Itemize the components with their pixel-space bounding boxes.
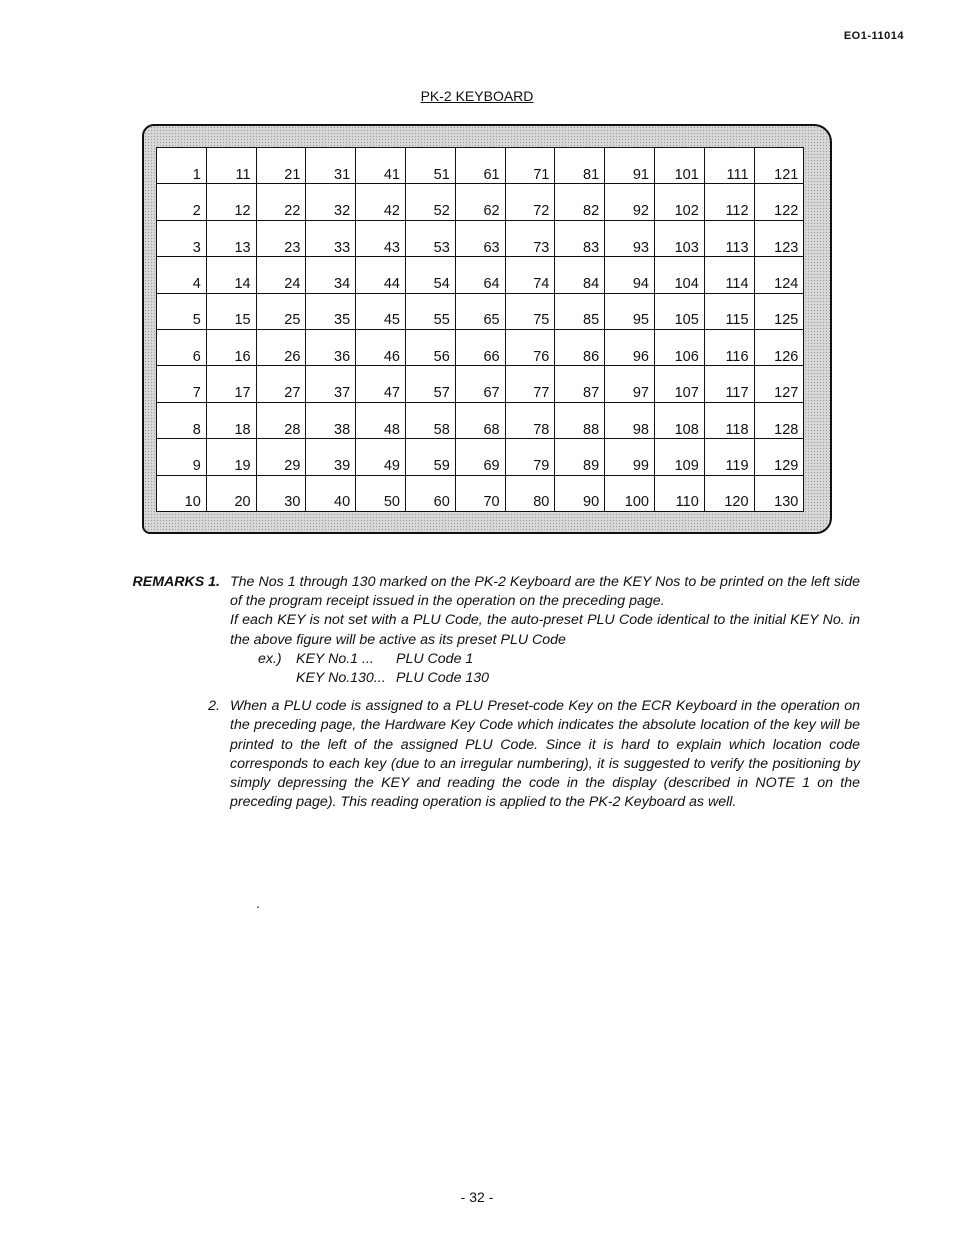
key-cell: 127 [754, 366, 804, 402]
example-2-key: KEY No.130... [296, 670, 386, 687]
key-cell: 120 [704, 475, 754, 511]
key-cell: 35 [306, 293, 356, 329]
key-cell: 124 [754, 257, 804, 293]
key-cell: 47 [356, 366, 406, 402]
key-cell: 119 [704, 439, 754, 475]
key-cell: 5 [157, 293, 207, 329]
key-cell: 57 [405, 366, 455, 402]
key-cell: 64 [455, 257, 505, 293]
key-cell: 122 [754, 184, 804, 220]
key-cell: 58 [405, 402, 455, 438]
key-cell: 9 [157, 439, 207, 475]
key-cell: 123 [754, 220, 804, 256]
remark-2 [120, 697, 860, 812]
key-cell: 112 [704, 184, 754, 220]
remark-1 [120, 573, 860, 688]
key-cell: 25 [256, 293, 306, 329]
key-cell: 74 [505, 257, 555, 293]
key-cell: 88 [555, 402, 605, 438]
key-cell: 51 [405, 148, 455, 184]
key-cell: 66 [455, 329, 505, 365]
key-cell: 8 [157, 402, 207, 438]
key-cell: 43 [356, 220, 406, 256]
remark-2-label: 2. [208, 698, 220, 715]
key-cell: 86 [555, 329, 605, 365]
key-cell: 101 [654, 148, 704, 184]
example-label: ex.) [258, 650, 282, 667]
key-cell: 110 [654, 475, 704, 511]
keyboard-row [157, 257, 804, 293]
key-cell: 12 [206, 184, 256, 220]
key-cell: 41 [356, 148, 406, 184]
key-cell: 61 [455, 148, 505, 184]
example-1-plu: PLU Code 1 [396, 650, 474, 667]
key-cell: 31 [306, 148, 356, 184]
key-cell: 26 [256, 329, 306, 365]
key-cell: 80 [505, 475, 555, 511]
key-cell: 15 [206, 293, 256, 329]
key-cell: 65 [455, 293, 505, 329]
key-cell: 19 [206, 439, 256, 475]
key-cell: 56 [405, 329, 455, 365]
keyboard-title: PK-2 KEYBOARD [420, 88, 534, 104]
stray-dot: . [256, 895, 260, 911]
key-cell: 55 [405, 293, 455, 329]
remark-1-paragraph-2: If each KEY is not set with a PLU Code, the auto-preset PLU Code identical to the initial KEY No. in the above figure will be active as its preset PLU Code [230, 612, 860, 648]
key-cell: 54 [405, 257, 455, 293]
key-cell: 106 [654, 329, 704, 365]
key-cell: 113 [704, 220, 754, 256]
key-cell: 87 [555, 366, 605, 402]
key-cell: 36 [306, 329, 356, 365]
key-cell: 100 [605, 475, 655, 511]
key-cell: 37 [306, 366, 356, 402]
key-cell: 111 [704, 148, 754, 184]
key-cell: 39 [306, 439, 356, 475]
example-2-plu: PLU Code 130 [396, 670, 490, 687]
key-cell: 116 [704, 329, 754, 365]
key-cell: 10 [157, 475, 207, 511]
key-cell: 40 [306, 475, 356, 511]
key-cell: 44 [356, 257, 406, 293]
key-cell: 102 [654, 184, 704, 220]
keyboard-row [157, 439, 804, 475]
key-cell: 126 [754, 329, 804, 365]
key-cell: 63 [455, 220, 505, 256]
key-cell: 114 [704, 257, 754, 293]
key-cell: 70 [455, 475, 505, 511]
keyboard-row [157, 402, 804, 438]
key-cell: 67 [455, 366, 505, 402]
key-cell: 18 [206, 402, 256, 438]
key-cell: 104 [654, 257, 704, 293]
key-cell: 103 [654, 220, 704, 256]
key-cell: 42 [356, 184, 406, 220]
key-cell: 20 [206, 475, 256, 511]
key-cell: 99 [605, 439, 655, 475]
key-cell: 16 [206, 329, 256, 365]
key-cell: 79 [505, 439, 555, 475]
key-cell: 75 [505, 293, 555, 329]
key-cell: 107 [654, 366, 704, 402]
key-cell: 98 [605, 402, 655, 438]
key-cell: 94 [605, 257, 655, 293]
key-cell: 93 [605, 220, 655, 256]
key-cell: 49 [356, 439, 406, 475]
key-cell: 130 [754, 475, 804, 511]
key-cell: 27 [256, 366, 306, 402]
remarks-section [120, 573, 860, 812]
key-cell: 4 [157, 257, 207, 293]
page-number: - 32 - [460, 1189, 494, 1205]
example-block [258, 650, 860, 688]
key-cell: 105 [654, 293, 704, 329]
key-cell: 128 [754, 402, 804, 438]
key-cell: 125 [754, 293, 804, 329]
key-cell: 3 [157, 220, 207, 256]
key-cell: 33 [306, 220, 356, 256]
key-cell: 50 [356, 475, 406, 511]
keyboard-row [157, 366, 804, 402]
key-cell: 92 [605, 184, 655, 220]
remark-2-paragraph: When a PLU code is assigned to a PLU Preset-code Key on the ECR Keyboard in the operation on the preceding page, the Hardware Key Code which indicates the absolute location of the key will be printed to the left of the assigned PLU Code. Since it is hard to explain which location code corresponds to each key (due to an irregular numbering), it is suggested to verify the positioning by simply depressing the KEY and reading the code in the display (described in NOTE 1 on the preceding page). This reading operation is applied to the PK-2 Keyboard as well. [230, 698, 860, 811]
keyboard-row [157, 293, 804, 329]
key-cell: 83 [555, 220, 605, 256]
key-cell: 71 [505, 148, 555, 184]
key-cell: 96 [605, 329, 655, 365]
key-cell: 22 [256, 184, 306, 220]
key-cell: 77 [505, 366, 555, 402]
keyboard-row [157, 220, 804, 256]
key-cell: 85 [555, 293, 605, 329]
key-cell: 24 [256, 257, 306, 293]
key-cell: 89 [555, 439, 605, 475]
key-cell: 28 [256, 402, 306, 438]
key-cell: 81 [555, 148, 605, 184]
key-cell: 59 [405, 439, 455, 475]
key-cell: 13 [206, 220, 256, 256]
key-cell: 82 [555, 184, 605, 220]
key-cell: 32 [306, 184, 356, 220]
key-cell: 21 [256, 148, 306, 184]
key-cell: 34 [306, 257, 356, 293]
key-cell: 11 [206, 148, 256, 184]
key-cell: 108 [654, 402, 704, 438]
key-cell: 109 [654, 439, 704, 475]
key-cell: 115 [704, 293, 754, 329]
key-cell: 30 [256, 475, 306, 511]
key-cell: 7 [157, 366, 207, 402]
key-cell: 68 [455, 402, 505, 438]
key-cell: 53 [405, 220, 455, 256]
key-cell: 6 [157, 329, 207, 365]
example-1-key: KEY No.1 ... [296, 650, 374, 667]
key-cell: 84 [555, 257, 605, 293]
key-cell: 91 [605, 148, 655, 184]
remark-1-label: REMARKS 1. [132, 574, 220, 590]
key-cell: 72 [505, 184, 555, 220]
key-cell: 45 [356, 293, 406, 329]
key-cell: 129 [754, 439, 804, 475]
key-cell: 60 [405, 475, 455, 511]
key-cell: 52 [405, 184, 455, 220]
key-cell: 17 [206, 366, 256, 402]
key-cell: 1 [157, 148, 207, 184]
key-cell: 29 [256, 439, 306, 475]
document-id: EO1-11014 [843, 30, 904, 42]
remark-1-body [230, 573, 860, 688]
remark-2-body [230, 697, 860, 812]
key-cell: 38 [306, 402, 356, 438]
remark-1-paragraph-1: The Nos 1 through 130 marked on the PK-2 Keyboard are the KEY Nos to be printed on the left side of the program receipt issued in the operation on the preceding page. [230, 574, 860, 610]
key-cell: 78 [505, 402, 555, 438]
key-cell: 76 [505, 329, 555, 365]
key-cell: 62 [455, 184, 505, 220]
keyboard-grid [156, 147, 804, 512]
keyboard-row [157, 148, 804, 184]
key-cell: 23 [256, 220, 306, 256]
key-cell: 121 [754, 148, 804, 184]
key-cell: 73 [505, 220, 555, 256]
key-cell: 90 [555, 475, 605, 511]
key-cell: 46 [356, 329, 406, 365]
key-cell: 97 [605, 366, 655, 402]
key-cell: 117 [704, 366, 754, 402]
key-cell: 95 [605, 293, 655, 329]
key-cell: 14 [206, 257, 256, 293]
key-cell: 69 [455, 439, 505, 475]
keyboard-row [157, 329, 804, 365]
key-cell: 118 [704, 402, 754, 438]
keyboard-row [157, 184, 804, 220]
key-cell: 2 [157, 184, 207, 220]
keyboard-row [157, 475, 804, 511]
key-cell: 48 [356, 402, 406, 438]
